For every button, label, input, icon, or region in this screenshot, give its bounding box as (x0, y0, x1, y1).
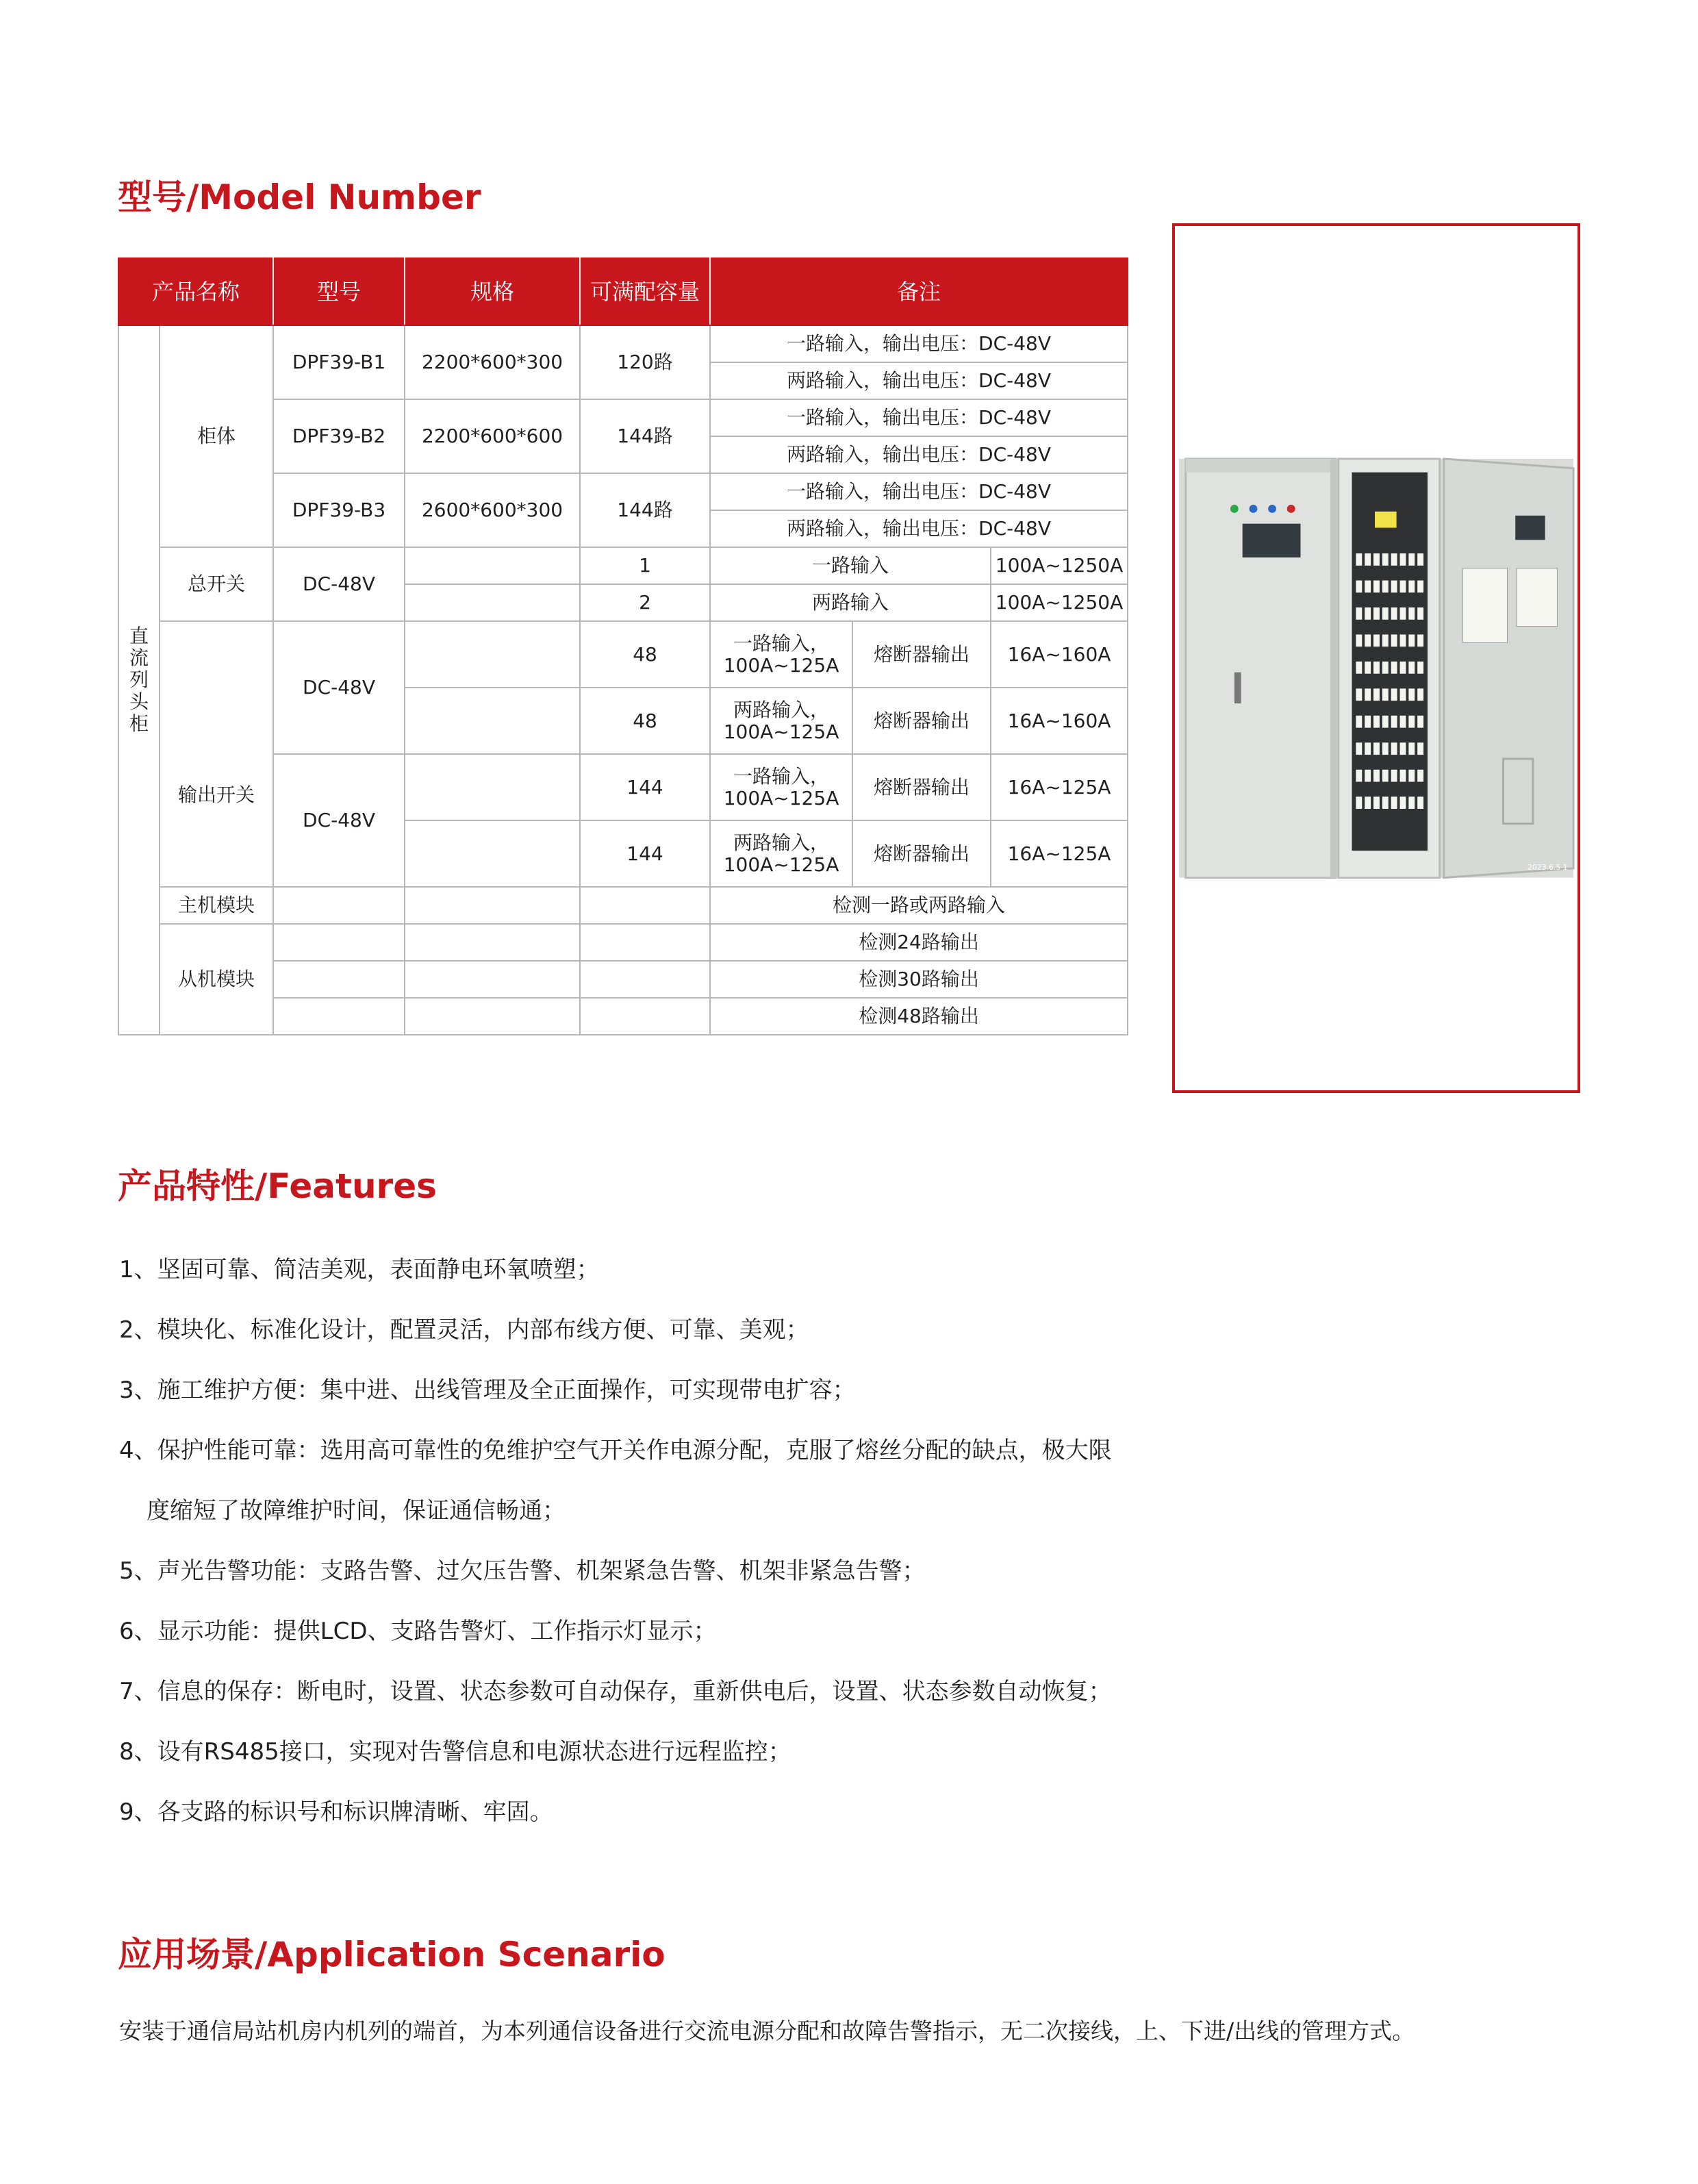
note-cell: 两路输入，输出电压：DC-48V (710, 510, 1128, 547)
category-char: 柜 (129, 712, 149, 735)
spec-cell (405, 820, 580, 887)
note-cell: 两路输入，输出电压：DC-48V (710, 436, 1128, 473)
capacity-cell: 2 (580, 584, 710, 621)
breaker-shape (1400, 796, 1406, 809)
note-cell: 两路输入 (710, 584, 991, 621)
application-heading: 应用场景/Application Scenario (118, 1935, 666, 1974)
category-char: 列 (129, 668, 149, 691)
table-header-row (118, 258, 1128, 325)
model-cell (273, 887, 405, 924)
type-cell: 熔断器输出 (852, 688, 991, 754)
capacity-cell: 1 (580, 547, 710, 584)
breaker-shape (1408, 553, 1415, 566)
breaker-shape (1408, 796, 1415, 809)
breaker-shape (1400, 581, 1406, 593)
breaker-shape (1382, 742, 1389, 755)
output-switch-name: 输出开关 (160, 621, 273, 887)
breaker-shape (1356, 634, 1362, 647)
breaker-shape (1400, 662, 1406, 674)
breaker-shape (1382, 607, 1389, 620)
breaker-shape (1417, 688, 1423, 701)
capacity-cell: 120路 (580, 325, 710, 399)
note-cell: 一路输入，输出电压：DC-48V (710, 473, 1128, 510)
host-module-name: 主机模块 (160, 887, 273, 924)
feature-item: 9、各支路的标识号和标识牌清晰、牢固。 (119, 1798, 553, 1826)
capacity-cell: 144路 (580, 473, 710, 547)
input-line: 两路输入， (733, 831, 830, 854)
breaker-shape (1400, 716, 1406, 728)
feature-item: 4、保护性能可靠：选用高可靠性的免维护空气开关作电源分配，克服了熔丝分配的缺点，极大限 (119, 1437, 1112, 1464)
breaker-shape (1373, 742, 1380, 755)
breaker-shape (1391, 688, 1397, 701)
breaker-shape (1391, 607, 1397, 620)
range-cell: 100A~1250A (991, 547, 1128, 584)
spec-cell: 2200*600*600 (405, 399, 580, 473)
note-cell: 检测24路输出 (710, 924, 1128, 961)
capacity-cell (580, 961, 710, 998)
table-row (118, 325, 1128, 362)
breaker-shape (1400, 607, 1406, 620)
breaker-shape (1408, 742, 1415, 755)
breaker-shape (1400, 770, 1406, 782)
breaker-shape (1408, 662, 1415, 674)
breaker-shape (1373, 607, 1380, 620)
breaker-shape (1391, 742, 1397, 755)
input-line: 一路输入， (733, 764, 830, 788)
breaker-shape (1356, 742, 1362, 755)
table-row (118, 924, 1128, 961)
breaker-shape (1400, 742, 1406, 755)
spec-cell (405, 547, 580, 584)
category-char: 流 (129, 647, 149, 669)
category-char: 头 (129, 690, 149, 713)
breaker-shape (1356, 581, 1362, 593)
input-line: 100A~125A (723, 720, 839, 743)
breaker-shape (1391, 662, 1397, 674)
type-cell: 熔断器输出 (852, 754, 991, 820)
breaker-shape (1373, 634, 1380, 647)
note-cell: 一路输入，输出电压：DC-48V (710, 399, 1128, 436)
input-cell (710, 688, 852, 754)
feature-item: 7、信息的保存：断电时，设置、状态参数可自动保存，重新供电后，设置、状态参数自动恢复； (119, 1678, 1112, 1705)
breaker-shape (1365, 607, 1371, 620)
breaker-shape (1365, 688, 1371, 701)
breaker-shape (1373, 770, 1380, 782)
type-cell: 熔断器输出 (852, 621, 991, 688)
table-row (118, 621, 1128, 688)
breaker-shape (1391, 716, 1397, 728)
header-product-name: 产品名称 (118, 258, 273, 325)
feature-item: 1、坚固可靠、简洁美观，表面静电环氧喷塑； (119, 1256, 600, 1283)
breaker-shape (1417, 634, 1423, 647)
capacity-cell (580, 887, 710, 924)
breaker-shape (1382, 688, 1389, 701)
spec-cell (405, 961, 580, 998)
breaker-shape (1356, 796, 1362, 809)
range-cell: 100A~1250A (991, 584, 1128, 621)
header-capacity: 可满配容量 (580, 258, 710, 325)
feature-item: 度缩短了故障维护时间，保证通信畅通； (147, 1497, 566, 1524)
capacity-cell: 48 (580, 688, 710, 754)
breaker-shape (1417, 553, 1423, 566)
breaker-shape (1382, 634, 1389, 647)
note-cell: 检测一路或两路输入 (710, 887, 1128, 924)
breaker-shape (1365, 581, 1371, 593)
note-cell: 检测30路输出 (710, 961, 1128, 998)
capacity-cell: 144 (580, 754, 710, 820)
breaker-shape (1391, 581, 1397, 593)
feature-item: 2、模块化、标准化设计，配置灵活，内部布线方便、可靠、美观； (119, 1316, 809, 1344)
model-cell (273, 924, 405, 961)
type-cell: 熔断器输出 (852, 820, 991, 887)
range-cell: 16A~125A (991, 820, 1128, 887)
category-char: 直 (129, 625, 149, 647)
cabinet-name: 柜体 (160, 325, 273, 547)
capacity-cell: 144路 (580, 399, 710, 473)
breaker-shape (1408, 607, 1415, 620)
breaker-shape (1408, 581, 1415, 593)
breaker-shape (1391, 553, 1397, 566)
breaker-shape (1382, 662, 1389, 674)
photo-timestamp: 2023.6.5 1 (1527, 862, 1568, 872)
breaker-shape (1365, 742, 1371, 755)
spec-cell (405, 998, 580, 1035)
model-cell (273, 961, 405, 998)
spec-cell (405, 754, 580, 820)
breaker-shape (1400, 634, 1406, 647)
breaker-shape (1365, 770, 1371, 782)
note-cell: 一路输入 (710, 547, 991, 584)
breaker-shape (1373, 553, 1380, 566)
input-line: 100A~125A (723, 653, 839, 677)
features-heading: 产品特性/Features (118, 1166, 437, 1206)
feature-item: 3、施工维护方便：集中进、出线管理及全正面操作，可实现带电扩容； (119, 1377, 856, 1404)
breaker-shape (1373, 688, 1380, 701)
header-note: 备注 (710, 258, 1128, 325)
breaker-shape (1356, 688, 1362, 701)
input-line: 100A~125A (723, 853, 839, 876)
model-cell: DPF39-B1 (273, 325, 405, 399)
range-cell: 16A~160A (991, 621, 1128, 688)
spec-cell: 2600*600*300 (405, 473, 580, 547)
breaker-shape (1400, 553, 1406, 566)
breaker-shape (1382, 770, 1389, 782)
breaker-shape (1365, 716, 1371, 728)
breaker-shape (1400, 688, 1406, 701)
breaker-shape (1373, 796, 1380, 809)
feature-item: 8、设有RS485接口，实现对告警信息和电源状态进行远程监控； (119, 1738, 791, 1766)
breaker-shape (1382, 716, 1389, 728)
model-cell: DC-48V (273, 547, 405, 621)
breaker-shape (1356, 662, 1362, 674)
breaker-shape (1356, 770, 1362, 782)
breaker-shape (1382, 553, 1389, 566)
breaker-shape (1417, 770, 1423, 782)
model-cell: DC-48V (273, 621, 405, 754)
capacity-cell (580, 998, 710, 1035)
model-cell: DC-48V (273, 754, 405, 887)
spec-table (118, 258, 1128, 1035)
model-cell (273, 998, 405, 1035)
breaker-shape (1408, 688, 1415, 701)
breaker-shape (1417, 607, 1423, 620)
breaker-shape (1356, 716, 1362, 728)
capacity-cell: 48 (580, 621, 710, 688)
feature-item: 6、显示功能：提供LCD、支路告警灯、工作指示灯显示； (119, 1618, 717, 1645)
breaker-shape (1408, 634, 1415, 647)
breaker-shape (1391, 634, 1397, 647)
spec-cell (405, 688, 580, 754)
breaker-shape (1391, 796, 1397, 809)
breaker-shape (1382, 581, 1389, 593)
application-text: 安装于通信局站机房内机列的端首，为本列通信设备进行交流电源分配和故障告警指示，无二次接线，上、下进/出线的管理方式。 (119, 2018, 1415, 2044)
product-photo-frame (1172, 223, 1580, 1093)
slave-module-name: 从机模块 (160, 924, 273, 1035)
breaker-shape (1391, 770, 1397, 782)
table-row (118, 887, 1128, 924)
note-cell: 检测48路输出 (710, 998, 1128, 1035)
breaker-shape (1365, 553, 1371, 566)
feature-item: 5、声光告警功能：支路告警、过欠压告警、机架紧急告警、机架非紧急告警； (119, 1557, 926, 1585)
features-list (119, 1240, 1112, 1842)
breaker-shape (1417, 742, 1423, 755)
model-cell: DPF39-B3 (273, 473, 405, 547)
note-cell: 一路输入，输出电压：DC-48V (710, 325, 1128, 362)
breaker-shape (1382, 796, 1389, 809)
input-cell (710, 754, 852, 820)
range-cell: 16A~125A (991, 754, 1128, 820)
model-cell: DPF39-B2 (273, 399, 405, 473)
spec-cell (405, 887, 580, 924)
category-cell (118, 325, 160, 1035)
breaker-shape (1365, 796, 1371, 809)
breaker-shape (1417, 796, 1423, 809)
breaker-shape (1408, 770, 1415, 782)
spec-cell: 2200*600*300 (405, 325, 580, 399)
note-cell: 两路输入，输出电压：DC-48V (710, 362, 1128, 399)
input-line: 两路输入， (733, 698, 830, 721)
input-line: 一路输入， (733, 631, 830, 655)
table-row (118, 547, 1128, 584)
breaker-shape (1417, 662, 1423, 674)
spec-cell (405, 924, 580, 961)
breaker-shape (1373, 716, 1380, 728)
breaker-shape (1408, 716, 1415, 728)
header-spec: 规格 (405, 258, 580, 325)
breaker-shape (1417, 716, 1423, 728)
breaker-shape (1365, 634, 1371, 647)
input-cell (710, 820, 852, 887)
input-line: 100A~125A (723, 786, 839, 809)
spec-cell (405, 621, 580, 688)
breaker-shape (1356, 553, 1362, 566)
range-cell: 16A~160A (991, 688, 1128, 754)
breaker-shape (1365, 662, 1371, 674)
breaker-shape (1356, 607, 1362, 620)
header-model: 型号 (273, 258, 405, 325)
capacity-cell (580, 924, 710, 961)
breaker-shape (1417, 581, 1423, 593)
spec-cell (405, 584, 580, 621)
cabinet-photo (1175, 226, 1577, 1090)
breaker-shape (1373, 581, 1380, 593)
main-switch-name: 总开关 (160, 547, 273, 621)
model-number-heading: 型号/Model Number (118, 177, 481, 217)
capacity-cell: 144 (580, 820, 710, 887)
input-cell (710, 621, 852, 688)
breaker-shape (1373, 662, 1380, 674)
